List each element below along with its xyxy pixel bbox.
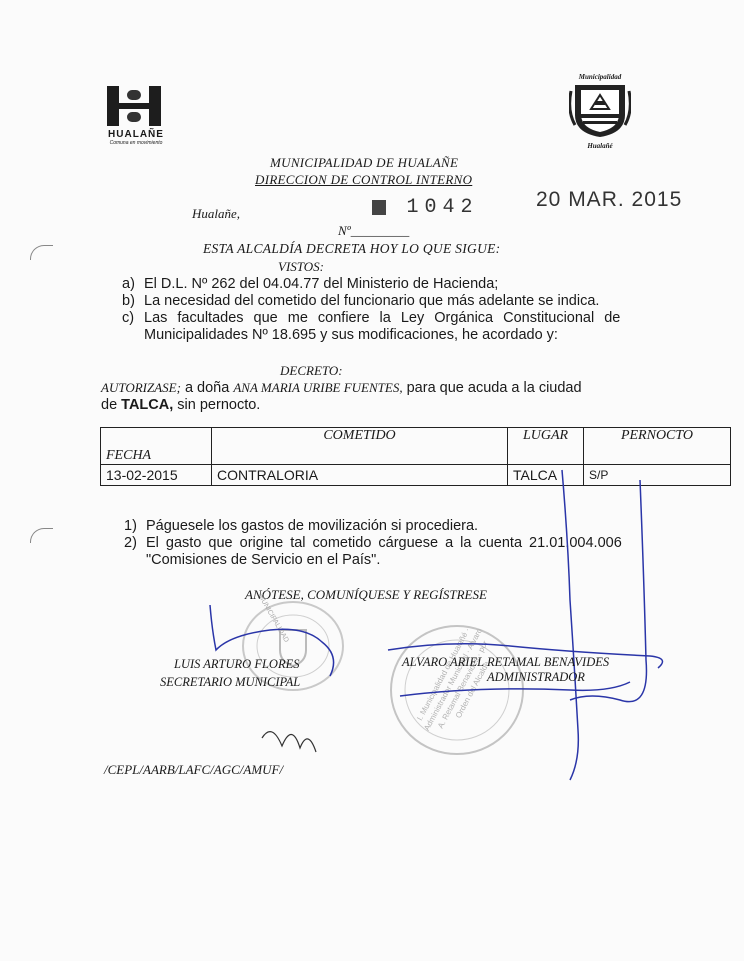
vistos-item: c) Las facultades que me confiere la Ley Orgánica Constitucional de xyxy=(122,310,621,326)
payment-item: 1) Páguesele los gastos de movilización si procediera. xyxy=(124,518,479,534)
logo-h-mark xyxy=(107,86,161,126)
payment-item: 2) El gasto que origine tal cometido cárguese a la cuenta 21.01.004.006 xyxy=(124,535,622,551)
cell-lugar: TALCA xyxy=(508,465,584,486)
header-pernocto: PERNOCTO xyxy=(584,428,731,465)
crest-shield-icon xyxy=(569,81,631,139)
header-title-1: MUNICIPALIDAD DE HUALAÑE xyxy=(270,155,459,170)
seal-left-text: MUNICIPALIDAD xyxy=(256,593,290,644)
punch-hole-mark-icon xyxy=(30,245,53,260)
logo-tagline: Comuna en movimiento xyxy=(109,140,163,146)
autoriza-paragraph: AUTORIZASE; a doña ANA MARIA URIBE FUENTES, para que acuda a la ciudad de TALCA, sin pernocto. xyxy=(101,380,582,413)
vistos-item-continuation: Municipalidades Nº 18.695 y sus modificaciones, he acordado y: xyxy=(144,327,558,343)
hualane-logo xyxy=(103,86,169,146)
cell-cometido: CONTRALORIA xyxy=(212,465,508,486)
punch-hole-mark-icon xyxy=(30,528,53,543)
signature-strokes xyxy=(150,460,710,800)
seal-right-text: I. Municipalidad de Hualañé · Administrador Municipal · Alvaro A. Retamal Benavides · por Orden del Alcalde xyxy=(415,626,492,733)
number-label: Nº_________ xyxy=(338,223,410,238)
signer-left-role: SECRETARIO MUNICIPAL xyxy=(160,675,301,689)
signer-right-role: ADMINISTRADOR xyxy=(487,670,585,684)
crest-bottom-text: Hualañé xyxy=(587,142,613,150)
header-cometido: COMETIDO xyxy=(212,428,508,465)
initials-line: /CEPL/AARB/LAFC/AGC/AMUF/ xyxy=(104,762,284,777)
signer-left-name: LUIS ARTURO FLORES xyxy=(174,657,300,671)
stamp-mark-icon xyxy=(372,200,386,215)
header-title-2: DIRECCION DE CONTROL INTERNO xyxy=(255,172,473,187)
place-label: Hualañe, xyxy=(192,206,241,221)
crest-top-text: Municipalidad xyxy=(578,73,622,81)
vistos-item: a) El D.L. Nº 262 del 04.04.77 del Ministerio de Hacienda; xyxy=(122,276,499,292)
decree-number: 1042 xyxy=(406,196,479,219)
number-stamp xyxy=(372,196,478,219)
vistos-list xyxy=(122,276,734,344)
closing-line: ANÓTESE, COMUNÍQUESE Y REGÍSTRESE xyxy=(245,587,487,602)
logo-name: HUALAÑE xyxy=(108,129,164,140)
date-stamp: 20 MAR. 2015 xyxy=(536,188,683,211)
header-lugar: LUGAR xyxy=(508,428,584,465)
decree-intro: ESTA ALCALDÍA DECRETA HOY LO QUE SIGUE: xyxy=(203,241,501,256)
payment-item-continuation: "Comisiones de Servicio en el País". xyxy=(146,552,381,568)
vistos-item: b) La necesidad del cometido del funcionario que más adelante se indica. xyxy=(122,293,600,309)
table-header-row xyxy=(101,428,731,465)
cell-pernocto: S/P xyxy=(584,465,731,486)
signer-right-name: ALVARO ARIEL RETAMAL BENAVIDES xyxy=(402,655,610,669)
municipal-crest xyxy=(565,73,635,150)
vistos-title: VISTOS: xyxy=(278,259,324,274)
cell-fecha: 13-02-2015 xyxy=(101,465,212,486)
header-fecha: FECHA xyxy=(101,428,212,465)
decreto-title: DECRETO: xyxy=(280,363,343,378)
